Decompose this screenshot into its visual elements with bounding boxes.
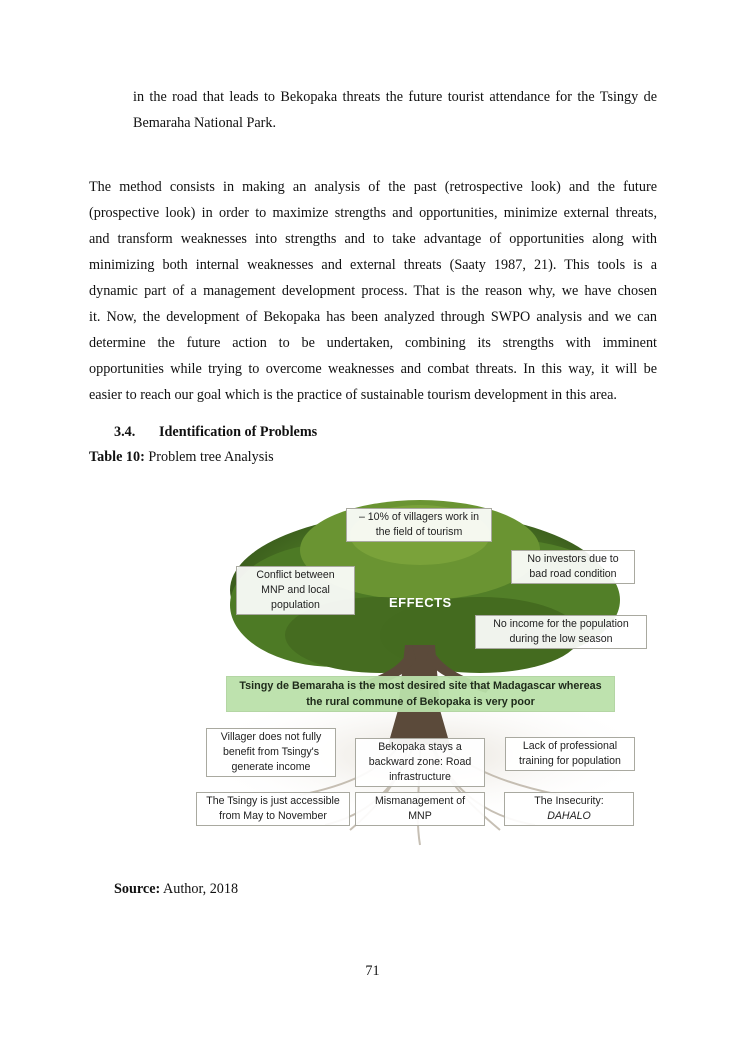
box-line: training for population: [519, 755, 621, 767]
box-line: infrastructure: [389, 771, 451, 783]
box-line: MNP and local: [261, 584, 330, 596]
table-caption-text: Problem tree Analysis: [144, 449, 274, 465]
box-line: the field of tourism: [375, 526, 463, 538]
core-problem: [226, 676, 615, 712]
method-line: (prospective look) in order to maximize strengths and opportunities, minimize external threats,: [89, 205, 657, 221]
source-label: Source:: [114, 881, 161, 897]
figure-source: [114, 881, 238, 898]
box-line: No investors due to: [527, 553, 619, 565]
section-title: Identification of Problems: [159, 424, 318, 440]
box-line: Bekopaka stays a: [378, 741, 462, 753]
method-line: The method consists in making an analysis of the past (retrospective look) and the future: [89, 179, 657, 195]
table-caption: [89, 449, 274, 466]
box-line: MNP: [408, 810, 432, 822]
section-heading: [114, 424, 317, 441]
box-line: from May to November: [219, 810, 327, 822]
cause-mismanagement: [355, 792, 485, 826]
box-line: Conflict between: [256, 569, 335, 581]
box-line: population: [271, 599, 320, 611]
box-line: DAHALO: [547, 810, 591, 822]
box-line: during the low season: [509, 633, 613, 645]
page-number: 71: [365, 963, 380, 979]
section-number: 3.4.: [114, 424, 136, 440]
cause-insecurity: [504, 792, 634, 826]
box-line: bad road condition: [529, 568, 617, 580]
box-line: – 10% of villagers work in: [358, 511, 480, 523]
method-line: determine the future action to be undertaken, combining its strengths with imminent: [89, 335, 657, 351]
box-line: Mismanagement of: [374, 795, 466, 807]
core-line: the rural commune of Bekopaka is very poor: [306, 696, 535, 708]
effect-no-investors: [511, 550, 635, 584]
intro-line-1: in the road that leads to Bekopaka threats the future tourist attendance for the Tsingy de: [133, 89, 657, 105]
method-line: and transform weaknesses into strengths and to take advantage of opportunities along with: [89, 231, 657, 247]
box-line: generate income: [231, 761, 311, 773]
intro-line-2: Bemaraha National Park.: [133, 115, 277, 131]
table-caption-label: Table 10:: [89, 449, 145, 465]
cause-backward-zone: [355, 738, 485, 787]
core-line: Tsingy de Bemaraha is the most desired site that Madagascar whereas: [239, 680, 602, 692]
method-line: minimizing both internal weaknesses and external threats (Saaty 1987, 21). This tools is a: [89, 257, 657, 273]
effects-label: EFFECTS: [389, 595, 452, 610]
effect-no-income: [475, 615, 647, 649]
cause-accessibility: [196, 792, 350, 826]
method-line: it. Now, the development of Bekopaka has been analyzed through SWPO analysis and we can: [89, 309, 657, 325]
effect-conflict: [236, 566, 355, 615]
method-paragraph: [89, 174, 657, 408]
problem-tree-figure: [150, 495, 670, 855]
box-line: No income for the population: [493, 618, 629, 630]
box-line: The Tsingy is just accessible: [206, 795, 340, 807]
method-line: opportunities while trying to overcome weaknesses and combat threats. In this way, it will be: [89, 361, 657, 377]
box-line: Villager does not fully: [220, 731, 322, 743]
method-line: easier to reach our goal which is the practice of sustainable tourism development in this area.: [89, 387, 617, 403]
box-line: The Insecurity:: [534, 795, 604, 807]
box-line: Lack of professional: [522, 740, 618, 752]
box-line: benefit from Tsingy's: [222, 746, 320, 758]
box-line: backward zone: Road: [368, 756, 472, 768]
cause-villager-benefit: [206, 728, 336, 777]
intro-paragraph: [133, 84, 657, 136]
effect-villagers-tourism: [346, 508, 492, 542]
method-line: dynamic part of a management development process. That is the reason why, we have chosen: [89, 283, 657, 299]
source-text: Author, 2018: [160, 881, 239, 897]
cause-training: [505, 737, 635, 771]
